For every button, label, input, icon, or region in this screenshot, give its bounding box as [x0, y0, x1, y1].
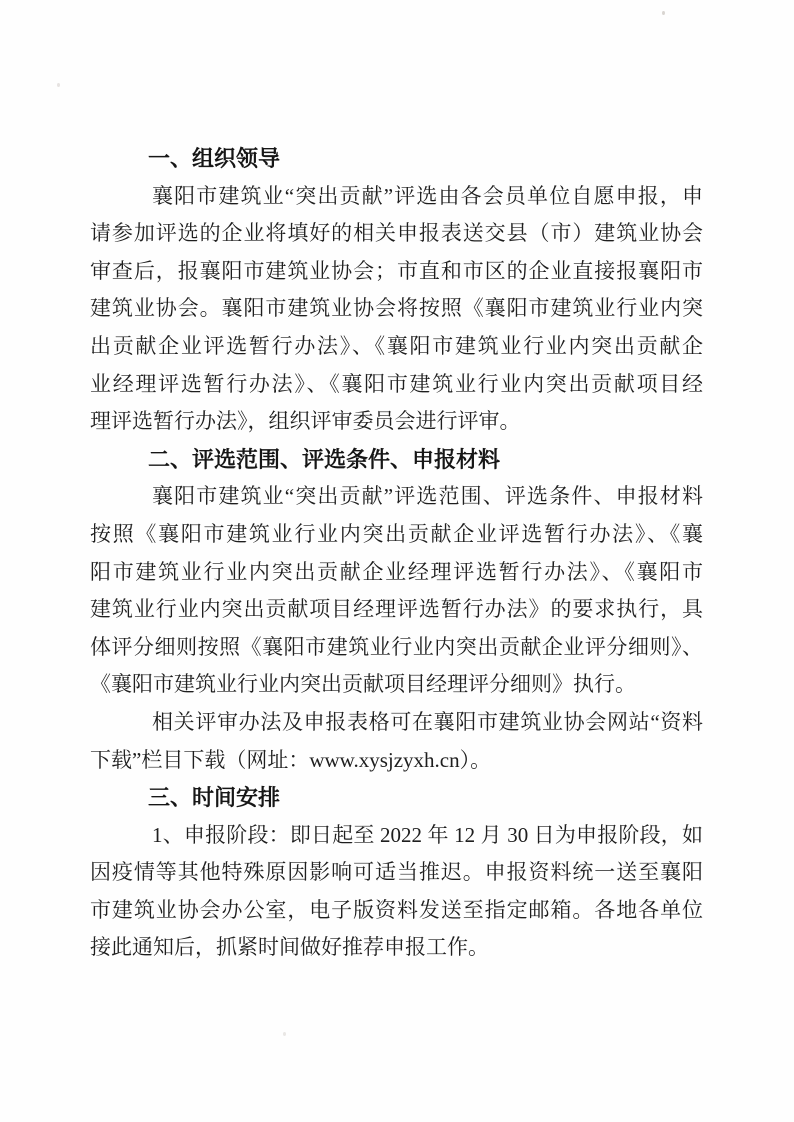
text-line: 阳市建筑业行业内突出贡献企业经理评选暂行办法》、《襄阳市 — [90, 559, 703, 584]
text-line: 请参加评选的企业将填好的相关申报表送交县（市）建筑业协会 — [90, 221, 703, 246]
scan-speck — [283, 1032, 286, 1036]
text-line: 襄阳市建筑业“突出贡献”评选由各会员单位自愿申报，申 — [152, 183, 703, 208]
paragraph-4 — [90, 817, 703, 967]
text-line: 业经理评选暂行办法》、《襄阳市建筑业行业内突出贡献项目经 — [90, 371, 703, 396]
paragraph-3 — [90, 704, 703, 779]
section-heading-1: 一、组织领导 — [148, 146, 281, 171]
text-line: 市建筑业协会办公室，电子版资料发送至指定邮箱。各地各单位 — [90, 897, 703, 922]
text-line: 按照《襄阳市建筑业行业内突出贡献企业评选暂行办法》、《襄 — [90, 521, 703, 546]
text-line: 襄阳市建筑业“突出贡献”评选范围、评选条件、申报材料 — [152, 484, 703, 509]
text-line: 建筑业协会。襄阳市建筑业协会将按照《襄阳市建筑业行业内突 — [90, 296, 703, 321]
section-heading-2: 二、评选范围、评选条件、申报材料 — [148, 446, 501, 472]
text-line: 审查后，报襄阳市建筑业协会；市直和市区的企业直接报襄阳市 — [90, 258, 703, 283]
text-line: 相关评审办法及申报表格可在襄阳市建筑业协会网站“资料 — [152, 709, 703, 734]
paragraph-1 — [90, 178, 703, 441]
scan-speck — [57, 83, 60, 87]
text-line: 因疫情等其他特殊原因影响可适当推迟。申报资料统一送至襄阳 — [90, 860, 703, 885]
text-line: 下载”栏目下载（网址：www.xysjzyxh.cn）。 — [90, 747, 492, 772]
text-line: 《襄阳市建筑业行业内突出贡献项目经理评分细则》执行。 — [90, 672, 636, 697]
text-line: 1、申报阶段：即日起至 2022 年 12 月 30 日为申报阶段，如 — [152, 822, 703, 847]
text-line: 建筑业行业内突出贡献项目经理评选暂行办法》的要求执行，具 — [90, 597, 703, 622]
section-heading-3: 三、时间安排 — [148, 785, 281, 811]
text-line: 理评选暂行办法》，组织评审委员会进行评审。 — [90, 409, 521, 434]
scan-speck — [662, 11, 665, 15]
text-line: 接此通知后，抓紧时间做好推荐申报工作。 — [90, 935, 489, 960]
document-body — [90, 140, 703, 967]
text-line: 体评分细则按照《襄阳市建筑业行业内突出贡献企业评分细则》、 — [90, 634, 703, 659]
paragraph-2 — [90, 478, 703, 704]
text-line: 出贡献企业评选暂行办法》、《襄阳市建筑业行业内突出贡献企 — [90, 333, 703, 358]
